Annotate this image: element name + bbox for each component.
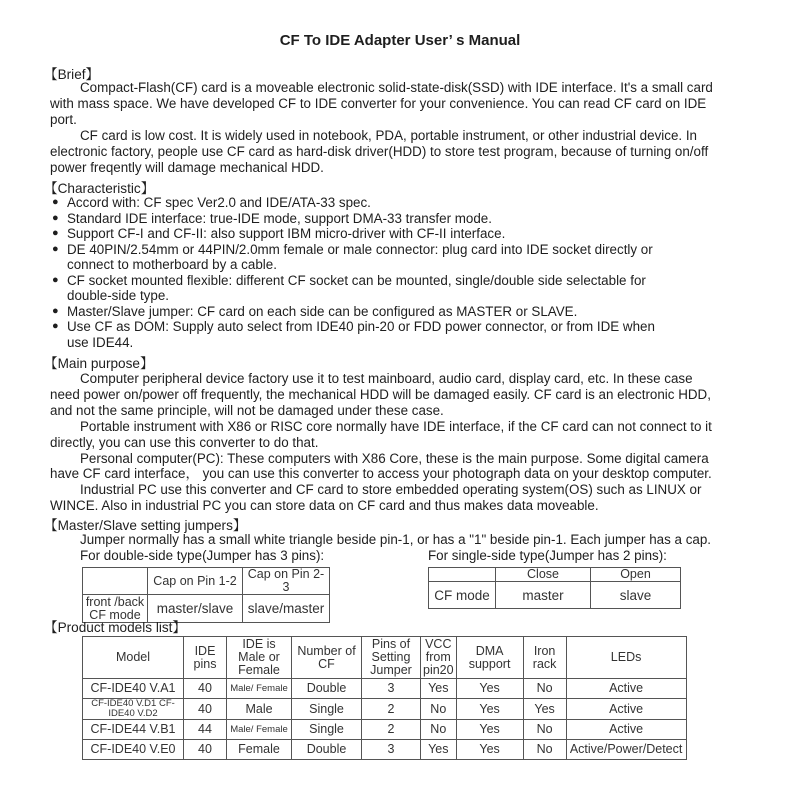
row-label-line: CF mode [89,607,141,622]
text-line: Computer peripheral device factory use it to test mainboard, audio card, display card, etc. In these case [80,371,693,386]
table-header: Cap on Pin 2-3 [243,568,330,595]
table-cell: CF-IDE40 V.D1 CF-IDE40 V.D2 [83,699,184,720]
table-cell: Yes [421,679,457,699]
bullet-text: Master/Slave jumper: CF card on each side can be configured as MASTER or SLAVE. [67,303,578,319]
table-cell: Female [227,740,292,760]
table-cell: Active [566,720,686,740]
table-cell: slave [591,582,681,609]
table-row [83,720,687,740]
section-heading-main-purpose: 【Main purpose】 [44,356,154,371]
table-cell: Active [566,699,686,720]
section-heading-brief: 【Brief】 [44,67,100,82]
table-cell: CF-IDE40 V.E0 [83,740,184,760]
table-cell: Single [292,699,362,720]
table-header: IDE is Male or Female [227,637,292,679]
table-cell: Male [227,699,292,720]
text-line: and not the same principle, will not be damaged under these case. [50,402,444,418]
text-line: Compact-Flash(CF) card is a moveable electronic solid-state-disk(SSD) with IDE interface. It's a small card [80,80,713,95]
table-header: Pins of Setting Jumper [362,637,421,679]
bullet-icon: ● [52,242,59,255]
text-line: WINCE. Also in industrial PC you can store data on CF card and thus makes data moveable. [50,498,599,514]
text-line: need power on/power off frequently, the mechanical HDD will be damaged easily. CF card is an electronic HDD, [50,386,711,402]
table-cell: 40 [184,699,227,720]
table-header: Iron rack [523,637,566,679]
text-line: Personal computer(PC): These computers with X86 Core, these is the main purpose. Some digital camera [80,450,709,466]
table-cell: 3 [362,679,421,699]
table-cell: Active/Power/Detect [566,740,686,760]
bullet-icon: ● [52,211,59,224]
page-title: CF To IDE Adapter User’ s Manual [279,32,521,49]
table-row [83,679,687,699]
product-models-table [82,636,687,760]
text-line: have CF card interface， you can use this converter to access your photograph data on your desktop computer. [50,466,712,482]
table-cell: No [421,720,457,740]
table-cell: Male/ Female [227,679,292,699]
table-cell: Double [292,679,362,699]
double-side-jumper-table [82,567,330,623]
bullet-icon: ● [52,273,59,286]
table-cell: Active [566,679,686,699]
table-header: Cap on Pin 1-2 [148,568,243,595]
table-cell: 40 [184,740,227,760]
section-heading-characteristic: 【Characteristic】 [44,181,155,196]
text-line: port. [50,112,77,127]
table-cell: 2 [362,720,421,740]
row-label-line: front /back [85,594,145,609]
single-side-jumper-table [428,567,681,609]
text-line: Jumper normally has a small white triangle beside pin-1, or has a "1" beside pin-1. Each jumper has a cap. [80,532,712,547]
bullet-text: DE 40PIN/2.54mm or 44PIN/2.0mm female or male connector: plug card into IDE socket directly or [67,241,653,257]
table-cell: CF-IDE40 V.A1 [83,679,184,699]
table-row [83,740,687,760]
table-cell: Male/ Female [227,720,292,740]
table-cell: No [523,679,566,699]
table-cell: Yes [456,740,523,760]
table-cell: Yes [421,740,457,760]
table-cell: Double [292,740,362,760]
table-header: DMA support [456,637,523,679]
text-line: power freqently will damage mechanical HDD. [50,160,324,175]
table-cell: Yes [456,679,523,699]
double-side-label: For double-side type(Jumper has 3 pins): [80,548,325,563]
bullet-text: double-side type. [67,288,169,303]
table-cell: 40 [184,679,227,699]
table-cell: Yes [456,720,523,740]
table-header [429,568,496,582]
table-header: Open [591,568,681,582]
table-cell: No [523,720,566,740]
bullet-icon: ● [52,320,59,332]
bullet-icon: ● [52,304,59,317]
table-header: Model [83,637,184,679]
table-cell: master [496,582,591,609]
table-cell: Yes [523,699,566,720]
table-cell: Yes [456,699,523,720]
text-line: Portable instrument with X86 or RISC core normally have IDE interface, if the CF card can not connect to it [80,418,712,434]
table-cell: Single [292,720,362,740]
table-header: VCC from pin20 [421,637,457,679]
table-header: LEDs [566,637,686,679]
single-side-label: For single-side type(Jumper has 2 pins): [428,548,667,563]
table-row [83,699,687,720]
bullet-text: Use CF as DOM: Supply auto select from IDE40 pin-20 or FDD power connector, or from IDE when [67,319,655,334]
bullet-text: Accord with: CF spec Ver2.0 and IDE/ATA-33 spec. [67,195,371,210]
bullet-text: use IDE44. [67,334,134,350]
table-cell: slave/master [243,595,330,623]
section-heading-product-models: 【Product models list】 [44,620,187,635]
table-header: IDE pins [184,637,227,679]
text-line: electronic factory, people use CF card as hard-disk driver(HDD) to store test program, because of turning on/off [50,144,709,159]
text-line: CF card is low cost. It is widely used in notebook, PDA, portable instrument, or other industrial device. In [80,128,697,143]
table-cell: CF mode [429,582,496,609]
bullet-text: connect to motherboard by a cable. [67,257,277,272]
section-heading-jumpers: 【Master/Slave setting jumpers】 [44,518,247,533]
bullet-icon: ● [52,196,59,208]
table-cell: master/slave [148,595,243,623]
table-header: Close [496,568,591,582]
bullet-text: CF socket mounted flexible: different CF socket can be mounted, single/double side selectable for [67,272,646,288]
text-line: with mass space. We have developed CF to IDE converter for your convenience. You can read CF card on IDE [50,96,707,111]
text-line: directly, you can use this converter to do that. [50,434,319,450]
bullet-text: Support CF-I and CF-II: also support IBM micro-driver with CF-II interface. [67,226,506,241]
table-cell: 3 [362,740,421,760]
table-cell: 2 [362,699,421,720]
bullet-icon: ● [52,227,59,239]
table-cell: CF-IDE44 V.B1 [83,720,184,740]
table-cell: No [523,740,566,760]
table-cell: 44 [184,720,227,740]
bullet-text: Standard IDE interface: true-IDE mode, support DMA-33 transfer mode. [67,210,492,226]
table-header [83,568,148,595]
table-header: Number of CF [292,637,362,679]
text-line: Industrial PC use this converter and CF card to store embedded operating system(OS) such as LINUX or [80,482,702,498]
table-cell: No [421,699,457,720]
